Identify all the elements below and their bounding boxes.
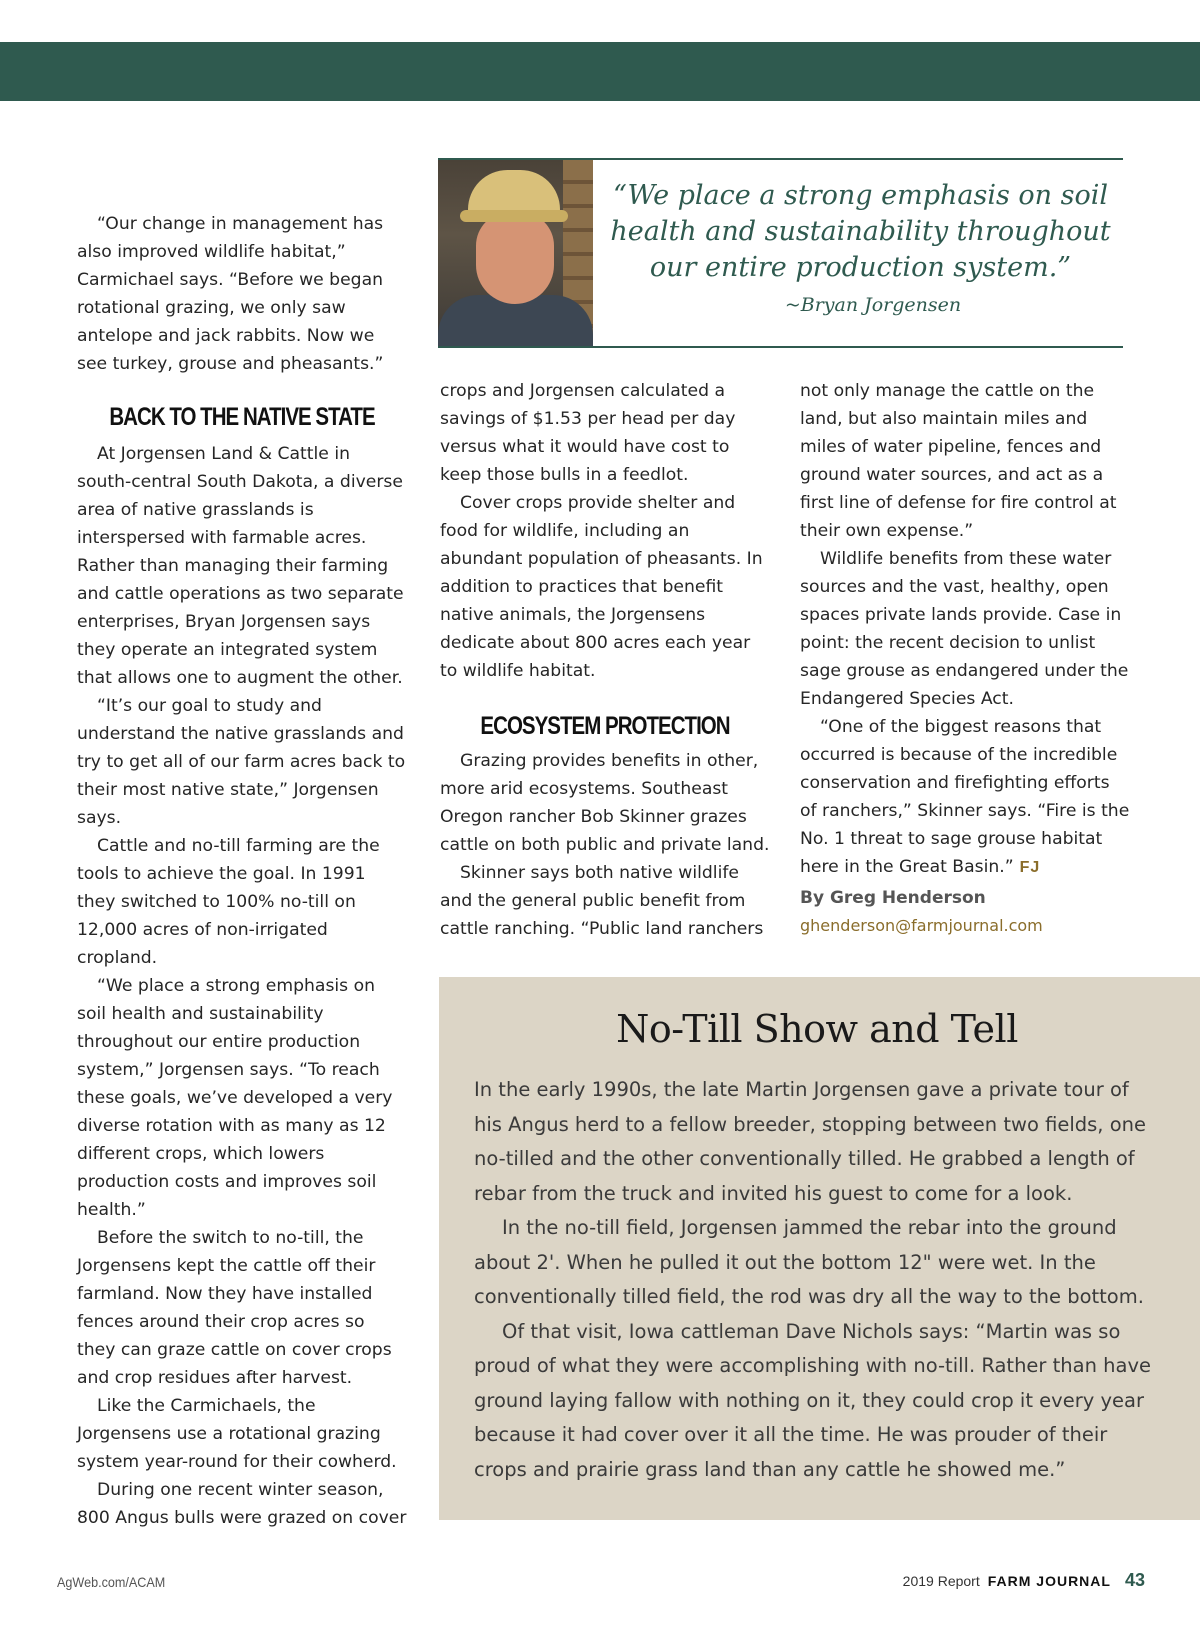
paragraph: Cover crops provide shelter and food for wildlife, including an abundant population of pheasants. In addition to practices that benefit native animals, the Jorgensens dedicate about 800 acres each year to wildlife habitat. (440, 493, 763, 681)
footer-report: 2019 Report (902, 1573, 980, 1589)
paragraph: Cattle and no-till farming are the tools to achieve the goal. In 1991 they switched to 100% no-till on 12,000 acres of non-irrigated cropland. (77, 836, 380, 968)
sidebar-paragraph: In the early 1990s, the late Martin Jorgensen gave a private tour of his Angus herd to a fellow breeder, stopping between two fields, one no-tilled and the other conventionally tilled. He grabbed a length of rebar from the truck and invited his guest to come for a look. (474, 1078, 1146, 1205)
paragraph: “Our change in management has also improved wildlife habitat,” Carmichael says. “Before we began rotational grazing, we only saw antelope and jack rabbits. Now we see turkey, grouse and pheasants.” (77, 214, 384, 374)
footer-magazine: FARM JOURNAL (987, 1573, 1111, 1589)
author-byline: By Greg Henderson (800, 888, 986, 908)
paragraph: crops and Jorgensen calculated a savings of $1.53 per head per day versus what it would have cost to keep those bulls in a feedlot. (440, 381, 736, 485)
footer-url: AgWeb.com/ACAM (57, 1574, 166, 1590)
paragraph: not only manage the cattle on the land, but also maintain miles and miles of water pipeline, fences and ground water sources, and act as a first line of defense for fire control at their own expense.” (800, 381, 1117, 541)
paragraph: At Jorgensen Land & Cattle in south-central South Dakota, a diverse area of native grasslands is interspersed with farmable acres. Rather than managing their farming and cattle operations as two separate enterprises, Bryan Jorgensen says they operate an integrated system that allows one to augment the other. (77, 444, 404, 688)
paragraph: Skinner says both native wildlife and the general public benefit from cattle ranching. “Public land ranchers (440, 863, 764, 939)
end-mark: FJ (1019, 859, 1041, 876)
article-column-2 (440, 377, 770, 943)
paragraph: “It’s our goal to study and understand the native grasslands and try to get all of our farm acres back to their most native state,” Jorgensen says. (77, 696, 406, 828)
author-email: ghenderson@farmjournal.com (800, 916, 1043, 935)
header-band (0, 42, 1200, 101)
paragraph: Wildlife benefits from these water sources and the vast, healthy, open spaces private lands provide. Case in point: the recent decision to unlist sage grouse as endangered under the Endangered Species Act. (800, 549, 1129, 709)
pull-quote (438, 158, 1123, 348)
paragraph-text: “One of the biggest reasons that occurred is because of the incredible conservation and firefighting efforts of ranchers,” Skinner says. “Fire is the No. 1 threat to sage grouse habitat here in the Great Basin.” (800, 717, 1130, 877)
section-heading: ECOSYSTEM PROTECTION (480, 712, 730, 740)
sidebar-title: No-Till Show and Tell (616, 1007, 1018, 1051)
portrait-photo-icon (438, 160, 593, 346)
section-heading: BACK TO THE NATIVE STATE (109, 403, 375, 431)
paragraph: Before the switch to no-till, the Jorgensens kept the cattle off their farmland. Now they have installed fences around their crop acres so they can graze cattle on cover crops and crop residues after harvest. (77, 1228, 392, 1388)
pull-quote-attribution: ~Bryan Jorgensen (784, 294, 962, 316)
sidebar-box (439, 977, 1200, 1520)
paragraph: During one recent winter season, 800 Angus bulls were grazed on cover (77, 1480, 407, 1528)
page-number: 43 (1124, 1570, 1145, 1590)
paragraph: “We place a strong emphasis on soil health and sustainability throughout our entire production system,” Jorgensen says. “To reach these goals, we’ve developed a very diverse rotation with as many as 12 different crops, which lowers production costs and improves soil health.” (77, 976, 393, 1220)
sidebar-paragraph: In the no-till field, Jorgensen jammed the rebar into the ground about 2'. When he pulled it out the bottom 12" were wet. In the conventionally tilled field, the rod was dry all the way to the bottom. (474, 1216, 1144, 1308)
pull-quote-text: “We place a strong emphasis on soil health and sustainability throughout our entire production system.” (610, 180, 1111, 283)
paragraph: Like the Carmichaels, the Jorgensens use a rotational grazing system year-round for their cowherd. (77, 1396, 397, 1472)
paragraph (800, 713, 1130, 882)
footer-folio (903, 1570, 1145, 1591)
article-column-1 (77, 210, 407, 1532)
paragraph: Grazing provides benefits in other, more arid ecosystems. Southeast Oregon rancher Bob Skinner grazes cattle on both public and private land. (440, 751, 770, 855)
sidebar-paragraph: Of that visit, Iowa cattleman Dave Nichols says: “Martin was so proud of what they were accomplishing with no-till. Rather than have ground laying fallow with nothing on it, they could crop it every year because it had cover over it all the time. He was prouder of their crops and prairie grass land than any cattle he showed me.” (474, 1319, 1151, 1481)
article-column-3 (800, 377, 1130, 940)
